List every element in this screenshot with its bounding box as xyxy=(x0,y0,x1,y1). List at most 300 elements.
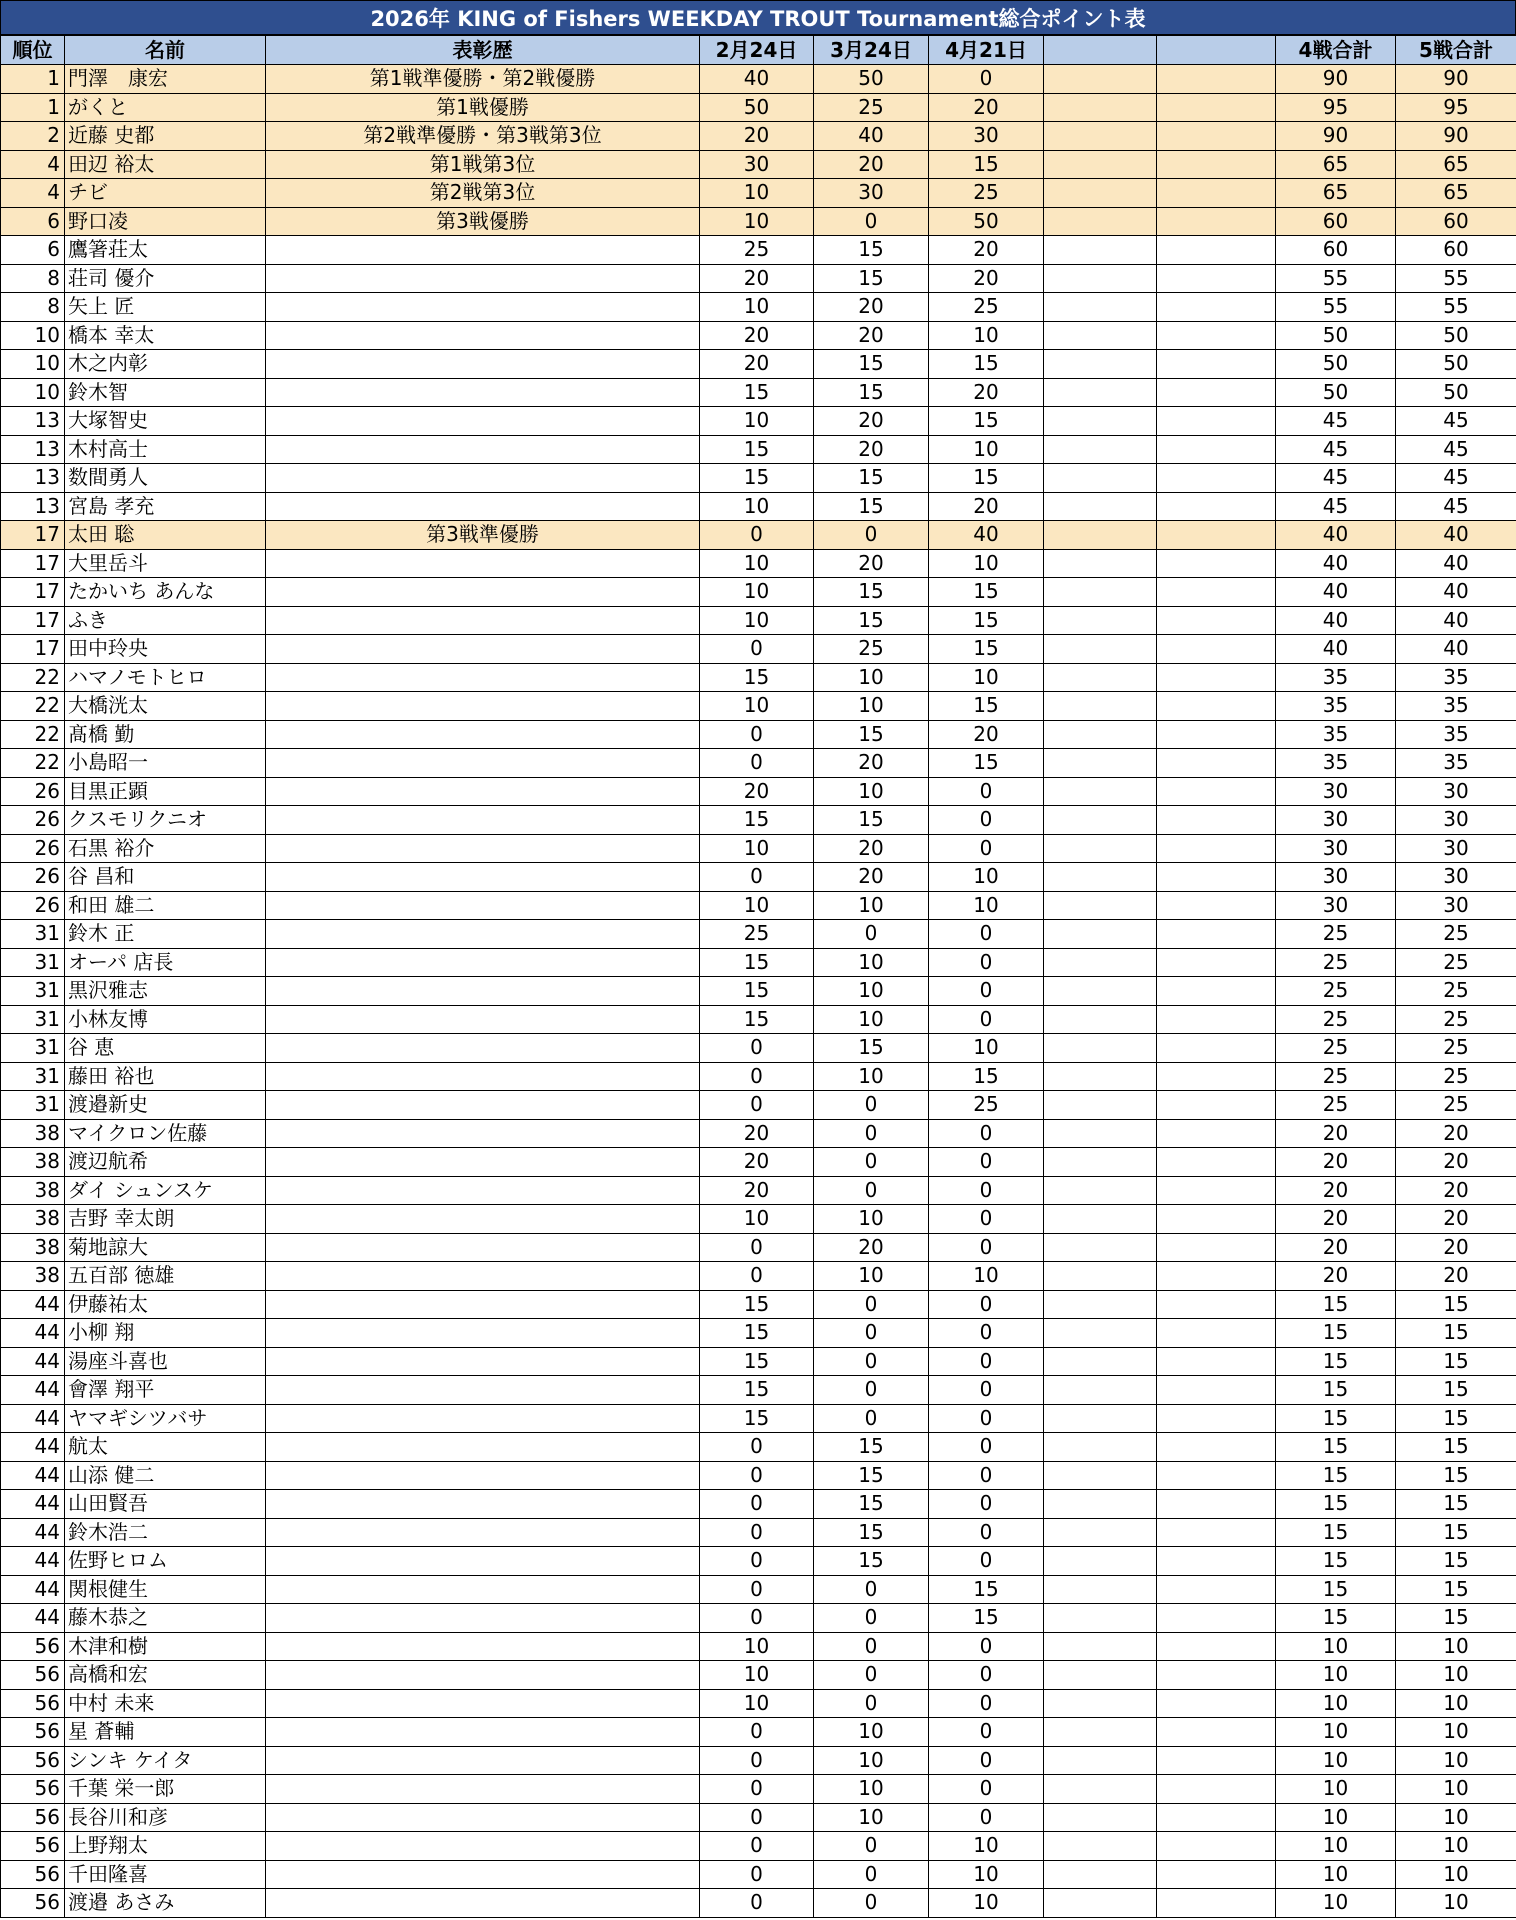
total4-cell: 60 xyxy=(1276,236,1396,265)
round4-points-cell xyxy=(1044,1233,1157,1262)
round5-points-cell xyxy=(1157,1746,1276,1775)
round3-points-cell: 20 xyxy=(929,264,1044,293)
total5-cell: 25 xyxy=(1396,977,1516,1006)
total5-cell: 15 xyxy=(1396,1376,1516,1405)
award-cell xyxy=(266,407,700,436)
round4-points-cell xyxy=(1044,1347,1157,1376)
round4-points-cell xyxy=(1044,777,1157,806)
round5-points-cell xyxy=(1157,1148,1276,1177)
rank-cell: 38 xyxy=(1,1233,65,1262)
round1-points-cell: 10 xyxy=(700,1632,814,1661)
round1-points-cell: 0 xyxy=(700,1775,814,1804)
round5-points-cell xyxy=(1157,150,1276,179)
rank-cell: 1 xyxy=(1,65,65,94)
round4-points-cell xyxy=(1044,1005,1157,1034)
round5-points-cell xyxy=(1157,663,1276,692)
total5-cell: 15 xyxy=(1396,1347,1516,1376)
name-cell: クスモリクニオ xyxy=(65,806,266,835)
round1-points-cell: 0 xyxy=(700,1034,814,1063)
round4-points-cell xyxy=(1044,1433,1157,1462)
table-row xyxy=(1,1518,1516,1547)
table-row xyxy=(1,1433,1516,1462)
header-total-4: 4戦合計 xyxy=(1276,36,1396,65)
round5-points-cell xyxy=(1157,1205,1276,1234)
award-cell xyxy=(266,692,700,721)
table-row xyxy=(1,264,1516,293)
round2-points-cell: 15 xyxy=(814,806,929,835)
total5-cell: 15 xyxy=(1396,1604,1516,1633)
table-row xyxy=(1,65,1516,94)
award-cell xyxy=(266,1205,700,1234)
round4-points-cell xyxy=(1044,1604,1157,1633)
round5-points-cell xyxy=(1157,122,1276,151)
round3-points-cell: 15 xyxy=(929,150,1044,179)
total4-cell: 15 xyxy=(1276,1433,1396,1462)
round1-points-cell: 0 xyxy=(700,1832,814,1861)
round5-points-cell xyxy=(1157,65,1276,94)
rank-cell: 4 xyxy=(1,150,65,179)
round3-points-cell: 0 xyxy=(929,1746,1044,1775)
total4-cell: 20 xyxy=(1276,1262,1396,1291)
round5-points-cell xyxy=(1157,492,1276,521)
round2-points-cell: 15 xyxy=(814,1433,929,1462)
rank-cell: 56 xyxy=(1,1632,65,1661)
round1-points-cell: 10 xyxy=(700,407,814,436)
rank-cell: 22 xyxy=(1,720,65,749)
total4-cell: 30 xyxy=(1276,834,1396,863)
round3-points-cell: 0 xyxy=(929,1803,1044,1832)
table-row xyxy=(1,1034,1516,1063)
rank-cell: 56 xyxy=(1,1775,65,1804)
table-row xyxy=(1,350,1516,379)
round1-points-cell: 20 xyxy=(700,264,814,293)
round1-points-cell: 10 xyxy=(700,834,814,863)
award-cell xyxy=(266,1832,700,1861)
round2-points-cell: 15 xyxy=(814,1547,929,1576)
round3-points-cell: 50 xyxy=(929,207,1044,236)
round2-points-cell: 20 xyxy=(814,150,929,179)
rank-cell: 44 xyxy=(1,1518,65,1547)
total4-cell: 65 xyxy=(1276,179,1396,208)
round1-points-cell: 25 xyxy=(700,920,814,949)
award-cell xyxy=(266,1689,700,1718)
round1-points-cell: 15 xyxy=(700,1319,814,1348)
round3-points-cell: 10 xyxy=(929,1860,1044,1889)
round4-points-cell xyxy=(1044,1661,1157,1690)
round3-points-cell: 0 xyxy=(929,834,1044,863)
rank-cell: 56 xyxy=(1,1832,65,1861)
round3-points-cell: 0 xyxy=(929,65,1044,94)
name-cell: チビ xyxy=(65,179,266,208)
name-cell: 木村高士 xyxy=(65,435,266,464)
table-row xyxy=(1,1604,1516,1633)
total4-cell: 15 xyxy=(1276,1319,1396,1348)
total4-cell: 10 xyxy=(1276,1889,1396,1918)
round3-points-cell: 15 xyxy=(929,606,1044,635)
name-cell: 藤木恭之 xyxy=(65,1604,266,1633)
award-cell xyxy=(266,635,700,664)
round4-points-cell xyxy=(1044,264,1157,293)
round1-points-cell: 15 xyxy=(700,378,814,407)
round5-points-cell xyxy=(1157,1889,1276,1918)
round1-points-cell: 0 xyxy=(700,749,814,778)
award-cell xyxy=(266,1746,700,1775)
round5-points-cell xyxy=(1157,264,1276,293)
total5-cell: 55 xyxy=(1396,264,1516,293)
round4-points-cell xyxy=(1044,1404,1157,1433)
round3-points-cell: 0 xyxy=(929,1404,1044,1433)
total4-cell: 15 xyxy=(1276,1604,1396,1633)
rank-cell: 38 xyxy=(1,1148,65,1177)
round1-points-cell: 10 xyxy=(700,1689,814,1718)
round5-points-cell xyxy=(1157,606,1276,635)
total4-cell: 60 xyxy=(1276,207,1396,236)
round2-points-cell: 15 xyxy=(814,606,929,635)
round3-points-cell: 15 xyxy=(929,1604,1044,1633)
round5-points-cell xyxy=(1157,179,1276,208)
rank-cell: 17 xyxy=(1,549,65,578)
rank-cell: 22 xyxy=(1,749,65,778)
award-cell xyxy=(266,549,700,578)
table-row xyxy=(1,1575,1516,1604)
award-cell xyxy=(266,1347,700,1376)
total4-cell: 30 xyxy=(1276,863,1396,892)
header-award: 表彰歴 xyxy=(266,36,700,65)
round5-points-cell xyxy=(1157,1347,1276,1376)
rank-cell: 44 xyxy=(1,1604,65,1633)
award-cell xyxy=(266,1860,700,1889)
round4-points-cell xyxy=(1044,122,1157,151)
round5-points-cell xyxy=(1157,1091,1276,1120)
round1-points-cell: 10 xyxy=(700,179,814,208)
award-cell xyxy=(266,1433,700,1462)
round3-points-cell: 0 xyxy=(929,1005,1044,1034)
name-cell: 田辺 裕太 xyxy=(65,150,266,179)
header-round3-date: 4月21日 xyxy=(929,36,1044,65)
total5-cell: 35 xyxy=(1396,692,1516,721)
total5-cell: 15 xyxy=(1396,1490,1516,1519)
award-cell: 第2戦準優勝・第3戦第3位 xyxy=(266,122,700,151)
table-row xyxy=(1,435,1516,464)
round5-points-cell xyxy=(1157,1547,1276,1576)
table-row xyxy=(1,891,1516,920)
table-row xyxy=(1,834,1516,863)
round4-points-cell xyxy=(1044,749,1157,778)
round1-points-cell: 0 xyxy=(700,863,814,892)
total5-cell: 15 xyxy=(1396,1290,1516,1319)
name-cell: 小島昭一 xyxy=(65,749,266,778)
round4-points-cell xyxy=(1044,806,1157,835)
total5-cell: 30 xyxy=(1396,806,1516,835)
award-cell xyxy=(266,834,700,863)
award-cell: 第2戦第3位 xyxy=(266,179,700,208)
round3-points-cell: 10 xyxy=(929,891,1044,920)
round4-points-cell xyxy=(1044,150,1157,179)
table-row xyxy=(1,122,1516,151)
table-row xyxy=(1,521,1516,550)
total4-cell: 35 xyxy=(1276,692,1396,721)
round2-points-cell: 20 xyxy=(814,863,929,892)
total4-cell: 20 xyxy=(1276,1176,1396,1205)
total5-cell: 30 xyxy=(1396,834,1516,863)
name-cell: 鷹箸荘太 xyxy=(65,236,266,265)
round3-points-cell: 0 xyxy=(929,1205,1044,1234)
round1-points-cell: 20 xyxy=(700,1119,814,1148)
table-row xyxy=(1,1319,1516,1348)
round1-points-cell: 10 xyxy=(700,549,814,578)
round2-points-cell: 0 xyxy=(814,1376,929,1405)
rank-cell: 10 xyxy=(1,350,65,379)
round5-points-cell xyxy=(1157,1262,1276,1291)
table-row xyxy=(1,1860,1516,1889)
round3-points-cell: 10 xyxy=(929,1832,1044,1861)
round1-points-cell: 20 xyxy=(700,1176,814,1205)
round4-points-cell xyxy=(1044,435,1157,464)
total5-cell: 35 xyxy=(1396,720,1516,749)
table-row xyxy=(1,578,1516,607)
total4-cell: 10 xyxy=(1276,1775,1396,1804)
award-cell xyxy=(266,1547,700,1576)
round1-points-cell: 0 xyxy=(700,1860,814,1889)
name-cell: 数間勇人 xyxy=(65,464,266,493)
round1-points-cell: 10 xyxy=(700,578,814,607)
round2-points-cell: 15 xyxy=(814,378,929,407)
round2-points-cell: 15 xyxy=(814,492,929,521)
round5-points-cell xyxy=(1157,1518,1276,1547)
round1-points-cell: 15 xyxy=(700,435,814,464)
table-row xyxy=(1,1775,1516,1804)
total4-cell: 10 xyxy=(1276,1689,1396,1718)
table-row xyxy=(1,549,1516,578)
round5-points-cell xyxy=(1157,720,1276,749)
round4-points-cell xyxy=(1044,663,1157,692)
round5-points-cell xyxy=(1157,407,1276,436)
total5-cell: 30 xyxy=(1396,891,1516,920)
award-cell xyxy=(266,1404,700,1433)
round3-points-cell: 0 xyxy=(929,1490,1044,1519)
name-cell: 黒沢雅志 xyxy=(65,977,266,1006)
name-cell: 大里岳斗 xyxy=(65,549,266,578)
award-cell xyxy=(266,464,700,493)
table-row xyxy=(1,464,1516,493)
round2-points-cell: 15 xyxy=(814,578,929,607)
round4-points-cell xyxy=(1044,1176,1157,1205)
round4-points-cell xyxy=(1044,1518,1157,1547)
rank-cell: 44 xyxy=(1,1575,65,1604)
name-cell: 小柳 翔 xyxy=(65,1319,266,1348)
total5-cell: 10 xyxy=(1396,1746,1516,1775)
round4-points-cell xyxy=(1044,1262,1157,1291)
award-cell xyxy=(266,1490,700,1519)
round4-points-cell xyxy=(1044,65,1157,94)
name-cell: 菊地諒大 xyxy=(65,1233,266,1262)
round4-points-cell xyxy=(1044,977,1157,1006)
total4-cell: 15 xyxy=(1276,1461,1396,1490)
round3-points-cell: 0 xyxy=(929,1319,1044,1348)
round4-points-cell xyxy=(1044,1034,1157,1063)
round1-points-cell: 15 xyxy=(700,1404,814,1433)
round4-points-cell xyxy=(1044,1376,1157,1405)
award-cell xyxy=(266,1604,700,1633)
total4-cell: 10 xyxy=(1276,1860,1396,1889)
table-row xyxy=(1,1262,1516,1291)
round2-points-cell: 15 xyxy=(814,1034,929,1063)
round1-points-cell: 0 xyxy=(700,720,814,749)
round4-points-cell xyxy=(1044,1319,1157,1348)
round3-points-cell: 10 xyxy=(929,1262,1044,1291)
total4-cell: 15 xyxy=(1276,1290,1396,1319)
table-row xyxy=(1,1803,1516,1832)
rank-cell: 8 xyxy=(1,293,65,322)
name-cell: 千葉 栄一郎 xyxy=(65,1775,266,1804)
round4-points-cell xyxy=(1044,948,1157,977)
rank-cell: 6 xyxy=(1,236,65,265)
total4-cell: 40 xyxy=(1276,635,1396,664)
round3-points-cell: 20 xyxy=(929,720,1044,749)
award-cell xyxy=(266,1034,700,1063)
round3-points-cell: 25 xyxy=(929,293,1044,322)
total5-cell: 20 xyxy=(1396,1119,1516,1148)
round2-points-cell: 10 xyxy=(814,663,929,692)
table-row xyxy=(1,863,1516,892)
round5-points-cell xyxy=(1157,635,1276,664)
total4-cell: 25 xyxy=(1276,977,1396,1006)
award-cell xyxy=(266,1176,700,1205)
round1-points-cell: 0 xyxy=(700,1575,814,1604)
total4-cell: 90 xyxy=(1276,122,1396,151)
award-cell xyxy=(266,1661,700,1690)
rank-cell: 10 xyxy=(1,378,65,407)
round5-points-cell xyxy=(1157,1290,1276,1319)
round2-points-cell: 0 xyxy=(814,1176,929,1205)
award-cell xyxy=(266,1632,700,1661)
round1-points-cell: 10 xyxy=(700,1205,814,1234)
round3-points-cell: 0 xyxy=(929,1718,1044,1747)
round3-points-cell: 0 xyxy=(929,1148,1044,1177)
table-row xyxy=(1,1119,1516,1148)
table-row xyxy=(1,236,1516,265)
round4-points-cell xyxy=(1044,1062,1157,1091)
round4-points-cell xyxy=(1044,1889,1157,1918)
round1-points-cell: 30 xyxy=(700,150,814,179)
round3-points-cell: 30 xyxy=(929,122,1044,151)
award-cell xyxy=(266,891,700,920)
rank-cell: 2 xyxy=(1,122,65,151)
name-cell: 上野翔太 xyxy=(65,1832,266,1861)
total5-cell: 20 xyxy=(1396,1233,1516,1262)
round1-points-cell: 0 xyxy=(700,1262,814,1291)
total5-cell: 15 xyxy=(1396,1547,1516,1576)
total5-cell: 15 xyxy=(1396,1575,1516,1604)
total5-cell: 10 xyxy=(1396,1860,1516,1889)
rank-cell: 31 xyxy=(1,977,65,1006)
round1-points-cell: 0 xyxy=(700,1433,814,1462)
round2-points-cell: 15 xyxy=(814,464,929,493)
table-row xyxy=(1,1376,1516,1405)
round5-points-cell xyxy=(1157,1233,1276,1262)
total5-cell: 10 xyxy=(1396,1661,1516,1690)
name-cell: たかいち あんな xyxy=(65,578,266,607)
rank-cell: 38 xyxy=(1,1176,65,1205)
round1-points-cell: 0 xyxy=(700,1746,814,1775)
award-cell xyxy=(266,1319,700,1348)
round3-points-cell: 15 xyxy=(929,1062,1044,1091)
round1-points-cell: 40 xyxy=(700,65,814,94)
round2-points-cell: 20 xyxy=(814,549,929,578)
round3-points-cell: 20 xyxy=(929,93,1044,122)
round5-points-cell xyxy=(1157,891,1276,920)
round3-points-cell: 0 xyxy=(929,806,1044,835)
round2-points-cell: 0 xyxy=(814,1347,929,1376)
round2-points-cell: 0 xyxy=(814,1832,929,1861)
header-round2-date: 3月24日 xyxy=(814,36,929,65)
rank-cell: 17 xyxy=(1,578,65,607)
rank-cell: 8 xyxy=(1,264,65,293)
round2-points-cell: 10 xyxy=(814,692,929,721)
table-row xyxy=(1,1176,1516,1205)
total5-cell: 30 xyxy=(1396,777,1516,806)
rank-cell: 44 xyxy=(1,1319,65,1348)
table-row xyxy=(1,293,1516,322)
total5-cell: 20 xyxy=(1396,1205,1516,1234)
table-row xyxy=(1,606,1516,635)
round4-points-cell xyxy=(1044,407,1157,436)
name-cell: 星 蒼輔 xyxy=(65,1718,266,1747)
total4-cell: 40 xyxy=(1276,549,1396,578)
award-cell xyxy=(266,863,700,892)
round3-points-cell: 15 xyxy=(929,1575,1044,1604)
total5-cell: 35 xyxy=(1396,663,1516,692)
round5-points-cell xyxy=(1157,1005,1276,1034)
round3-points-cell: 10 xyxy=(929,1034,1044,1063)
round4-points-cell xyxy=(1044,891,1157,920)
round4-points-cell xyxy=(1044,378,1157,407)
round2-points-cell: 15 xyxy=(814,1461,929,1490)
round2-points-cell: 0 xyxy=(814,1604,929,1633)
name-cell: 鈴木智 xyxy=(65,378,266,407)
round3-points-cell: 20 xyxy=(929,378,1044,407)
total5-cell: 20 xyxy=(1396,1148,1516,1177)
name-cell: 野口凌 xyxy=(65,207,266,236)
round4-points-cell xyxy=(1044,1091,1157,1120)
round4-points-cell xyxy=(1044,1290,1157,1319)
round2-points-cell: 0 xyxy=(814,1091,929,1120)
round4-points-cell xyxy=(1044,521,1157,550)
table-row xyxy=(1,1746,1516,1775)
table-row xyxy=(1,720,1516,749)
total4-cell: 15 xyxy=(1276,1347,1396,1376)
round3-points-cell: 0 xyxy=(929,1119,1044,1148)
round1-points-cell: 15 xyxy=(700,977,814,1006)
round3-points-cell: 0 xyxy=(929,977,1044,1006)
award-cell xyxy=(266,1461,700,1490)
name-cell: 渡邉新史 xyxy=(65,1091,266,1120)
round3-points-cell: 0 xyxy=(929,1518,1044,1547)
round2-points-cell: 20 xyxy=(814,407,929,436)
total5-cell: 45 xyxy=(1396,407,1516,436)
round1-points-cell: 10 xyxy=(700,606,814,635)
round4-points-cell xyxy=(1044,1718,1157,1747)
round5-points-cell xyxy=(1157,1661,1276,1690)
round1-points-cell: 10 xyxy=(700,891,814,920)
round2-points-cell: 20 xyxy=(814,1233,929,1262)
round3-points-cell: 0 xyxy=(929,1376,1044,1405)
round5-points-cell xyxy=(1157,1832,1276,1861)
rank-cell: 56 xyxy=(1,1860,65,1889)
name-cell: 鈴木浩二 xyxy=(65,1518,266,1547)
award-cell: 第1戦第3位 xyxy=(266,150,700,179)
total5-cell: 25 xyxy=(1396,948,1516,977)
